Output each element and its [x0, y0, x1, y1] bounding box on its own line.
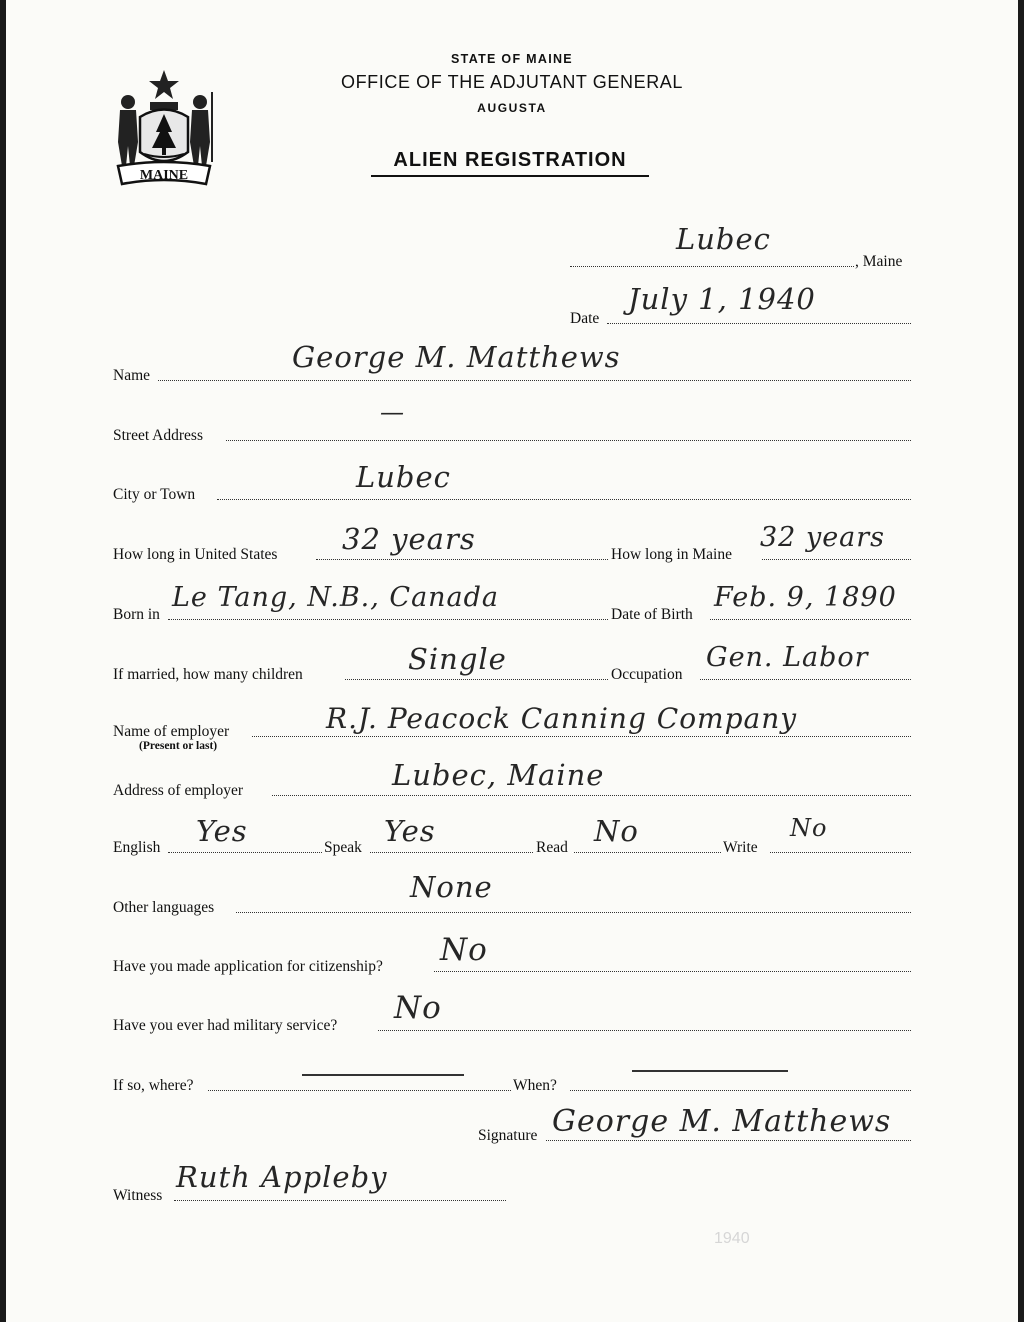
born-in-entry: Le Tang, N.B., Canada [172, 582, 500, 613]
how-long-maine-label: How long in Maine [611, 546, 732, 563]
form-title: ALIEN REGISTRATION [371, 149, 649, 177]
date-line [607, 323, 911, 324]
name-entry: George M. Matthews [292, 340, 621, 374]
signature-entry: George M. Matthews [552, 1104, 892, 1139]
other-languages-label: Other languages [113, 899, 215, 916]
employer-entry: R.J. Peacock Canning Company [326, 702, 798, 735]
city-or-town-entry: Lubec [356, 460, 451, 494]
how-long-maine-entry: 32 years [760, 522, 886, 553]
if-so-where-line [208, 1090, 511, 1091]
town-entry: Lubec [676, 222, 771, 256]
date-label: Date [570, 310, 600, 327]
how-long-us-label: How long in United States [113, 546, 278, 563]
signature-label: Signature [478, 1127, 538, 1144]
date-of-birth-entry: Feb. 9, 1890 [714, 582, 897, 613]
header-city: AUGUSTA [477, 101, 547, 115]
employer-address-label: Address of employer [113, 782, 243, 799]
english-line [168, 852, 322, 853]
header-state: STATE OF MAINE [451, 52, 573, 66]
date-of-birth-label: Date of Birth [611, 606, 693, 623]
when-line [570, 1090, 911, 1091]
married-children-entry: Single [408, 642, 507, 676]
witness-line [174, 1200, 506, 1201]
maine-label: , Maine [855, 253, 903, 270]
how-long-maine-line [762, 559, 911, 560]
write-line [770, 852, 911, 853]
header-office: OFFICE OF THE ADJUTANT GENERAL [340, 72, 684, 92]
occupation-entry: Gen. Labor [706, 642, 869, 673]
occupation-line [700, 679, 911, 680]
employer-note: (Present or last) [139, 740, 218, 752]
married-children-line [345, 679, 608, 680]
military-line [378, 1030, 911, 1031]
citizenship-line [434, 971, 911, 972]
how-long-us-line [316, 559, 608, 560]
citizenship-label: Have you made application for citizenship? [113, 958, 383, 975]
born-in-line [168, 619, 608, 620]
employer-label: Name of employer [113, 723, 230, 740]
name-line [158, 380, 911, 381]
born-in-label: Born in [113, 606, 160, 623]
town-line [570, 266, 854, 267]
english-label: English [113, 839, 161, 856]
street-address-label: Street Address [113, 427, 203, 444]
military-entry: No [394, 990, 442, 1026]
date-of-birth-line [710, 619, 911, 620]
if-so-where-dash [302, 1074, 464, 1076]
write-entry: No [790, 814, 828, 842]
if-so-where-label: If so, where? [113, 1077, 194, 1094]
other-languages-line [236, 912, 911, 913]
witness-entry: Ruth Appleby [176, 1160, 388, 1194]
city-or-town-line [217, 499, 911, 500]
military-label: Have you ever had military service? [113, 1017, 338, 1034]
read-entry: No [594, 814, 639, 848]
street-address-line [226, 440, 911, 441]
married-children-label: If married, how many children [113, 666, 303, 683]
occupation-label: Occupation [611, 666, 683, 683]
when-dash [632, 1070, 788, 1072]
speak-line [370, 852, 533, 853]
speak-entry: Yes [384, 814, 436, 848]
write-label: Write [723, 839, 758, 856]
employer-line [252, 736, 911, 737]
signature-line [546, 1140, 911, 1141]
english-entry: Yes [196, 814, 248, 848]
speak-label: Speak [324, 839, 362, 856]
read-label: Read [536, 839, 568, 856]
seal-text: MAINE [139, 168, 189, 183]
other-languages-entry: None [410, 870, 493, 904]
employer-address-entry: Lubec, Maine [392, 758, 605, 792]
city-or-town-label: City or Town [113, 486, 196, 503]
name-label: Name [113, 367, 151, 384]
witness-label: Witness [113, 1187, 163, 1204]
when-label: When? [513, 1077, 557, 1094]
date-entry: July 1, 1940 [628, 282, 816, 316]
read-line [574, 852, 721, 853]
employer-address-line [272, 795, 911, 796]
citizenship-entry: No [440, 932, 488, 968]
how-long-us-entry: 32 years [342, 522, 476, 556]
faint-stamp: 1940 [714, 1230, 750, 1247]
street-address-entry: — [380, 398, 405, 426]
